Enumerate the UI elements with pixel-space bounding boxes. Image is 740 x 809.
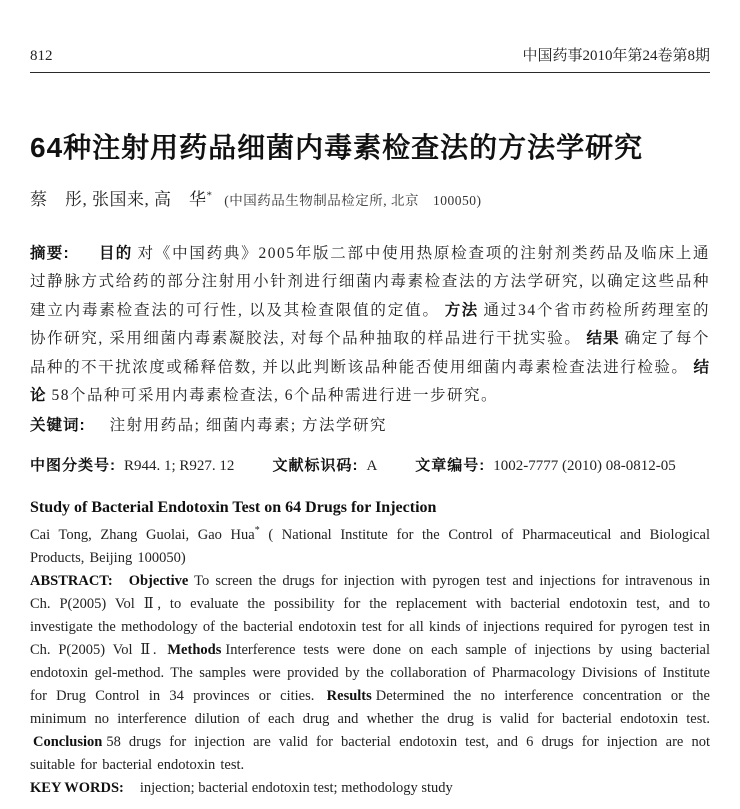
authors-line-zh	[30, 185, 710, 210]
doc-code-label: 文献标识码:	[272, 457, 359, 475]
classification-line	[30, 452, 710, 480]
keywords-value-zh: 注射用药品; 细菌内毒素; 方法学研究	[109, 416, 388, 434]
article-title-zh: 64种注射用药品细菌内毒素检查法的方法学研究	[30, 132, 644, 163]
abstract-label-en: ABSTRACT:	[30, 572, 113, 589]
clc-value: R944. 1; R927. 12	[124, 458, 235, 475]
objective-label-zh: 目的	[98, 244, 133, 262]
author-names-zh: 蔡 彤, 张国来, 高 华	[30, 189, 207, 209]
methods-label-zh: 方法	[444, 301, 479, 319]
conclusion-text-en: 58 drugs for injection are valid for bacterial endotoxin test, and 6 drugs for injection are not suitable for bacterial endotoxin test.	[30, 733, 710, 773]
conclusion-text-zh: 58个品种可采用内毒素检查法, 6个品种需进行进一步研究。	[51, 387, 499, 405]
objective-label-en: Objective	[128, 572, 189, 589]
methods-text-zh: 通过34个省市药检所药理室的协作研究, 采用细菌内毒素凝胶法, 对每个品种抽取的样品进行干扰实验。	[30, 301, 710, 348]
english-section	[30, 496, 710, 800]
methods-text-en: Interference tests were done on each sample of injections by using bacterial endotoxin gel-method. The samples were provided by the collaboration of Pharmacology Divisions of Institute for Drug Control in 34 provinces or cities.	[30, 641, 710, 704]
author-names-en: Cai Tong, Zhang Guolai, Gao Hua	[30, 526, 255, 543]
results-text-zh: 确定了每个品种的不干扰浓度或稀释倍数, 并以此判断该品种能否使用细菌内毒素检查法进行检验。	[30, 330, 710, 376]
clc-label: 中图分类号:	[30, 457, 116, 475]
header-rule	[30, 72, 710, 73]
abstract-en	[30, 570, 710, 777]
page-number: 812	[30, 48, 53, 64]
keywords-value-en: injection; bacterial endotoxin test; methodology study	[139, 779, 453, 796]
results-label-en: Results	[326, 687, 372, 704]
objective-text-en: To screen the drugs for injection with pyrogen test and injections for intravenous in Ch. P(2005) Vol Ⅱ, to evaluate the possibility for the replacement with bacterial endotoxin test, and to investigate the methodology of the bacterial endotoxin test for all kinds of injections required for pyrogen test in Ch. P(2005) Vol Ⅱ.	[30, 572, 710, 658]
objective-text-zh: 对《中国药典》2005年版二部中使用热原检查项的注射剂类药品及临床上通过静脉方式给药的部分注射用小针剂进行细菌内毒素检查法的方法学研究, 以确定这些品种建立内毒素检查法的可行性, 以及其检查限值的定值。	[30, 244, 710, 319]
article-id-label: 文章编号:	[415, 457, 486, 475]
results-text-en: Determined the no interference concentration or the minimum no interference dilution of each drug and whether the drug is valid for bacterial endotoxin test.	[30, 687, 710, 727]
corresponding-author-mark: *	[206, 188, 212, 201]
journal-article-page	[0, 44, 740, 809]
abstract-zh	[30, 240, 710, 411]
article-id-value: 1002-7777 (2010) 08-0812-05	[493, 458, 676, 475]
authors-line-en	[30, 519, 710, 570]
keywords-label-en: KEY WORDS:	[30, 779, 124, 796]
methods-label-en: Methods	[167, 641, 222, 658]
article-title-en: Study of Bacterial Endotoxin Test on 64 Drugs for Injection	[30, 499, 437, 517]
doc-code-value: A	[366, 458, 378, 475]
corresponding-author-mark-en: *	[254, 525, 260, 537]
journal-issue-info: 中国药事2010年第24卷第8期	[522, 48, 710, 64]
keywords-line-en	[30, 777, 710, 800]
keywords-line-zh	[30, 412, 710, 441]
results-label-zh: 结果	[586, 330, 620, 348]
abstract-label-zh: 摘要:	[30, 244, 70, 262]
affiliation-zh: (中国药品生物制品检定所, 北京 100050)	[224, 192, 482, 208]
running-header	[30, 44, 710, 65]
keywords-label-zh: 关键词:	[30, 416, 86, 434]
conclusion-label-zh: 结论	[30, 358, 710, 405]
conclusion-label-en: Conclusion	[33, 733, 103, 750]
affiliation-en: ( National Institute for the Control of Pharmaceutical and Biological Products, Beijing 100050)	[30, 526, 710, 566]
